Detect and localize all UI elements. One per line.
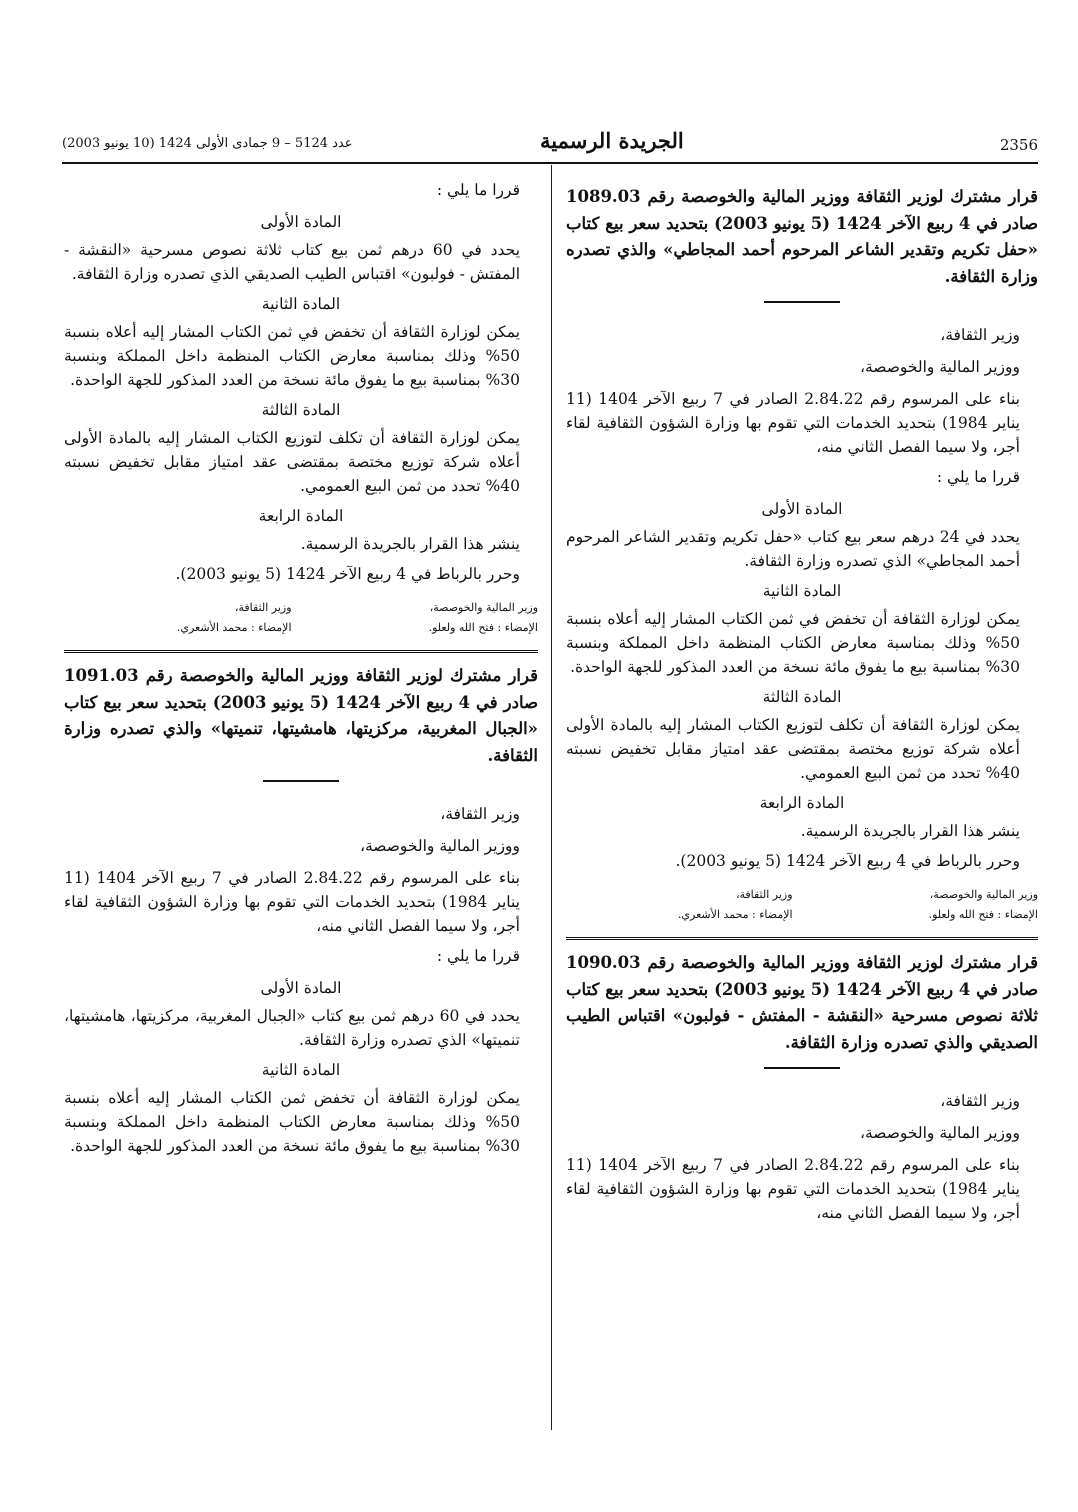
title-rule [764,301,840,303]
section-separator [64,650,538,653]
signature-finance-title: وزير المالية والخوصصة، [929,888,1038,902]
decided-heading: قررا ما يلي : [936,467,1020,486]
signature-finance-title: وزير المالية والخوصصة، [429,601,538,615]
decision-title-1090: قرار مشترك لوزير الثقافة ووزير المالية والخوصصة رقم 1090.03 صادر في 4 ربيع الآخر 1424 (5 يونيو 2003) بتحديد سعر بيع كتاب ثلاثة نصوص مسرحية «النقشة - المفتش - فولبون» اقتباس الطيب الصديقي والذي تصدره وزارة الثقافة. [566,952,1039,1052]
minister-finance: ووزير المالية والخوصصة، [359,836,520,855]
article-1-title: المادة الأولى [761,499,843,518]
preamble: بناء على المرسوم رقم 2.84.22 الصادر في 7 ربيع الآخر 1404 (11 يناير 1984) بتحديد الخدمات التي تقوم بها وزارة الشؤون الثقافية لقاء أجر، ولا سيما الفصل الثاني منه، [566,389,1020,456]
article-4-text: ينشر هذا القرار بالجريدة الرسمية. [800,822,1020,841]
article-2-text: يمكن لوزارة الثقافة أن تخفض في ثمن الكتاب المشار إليه أعلاه بنسبة 50% وذلك بمناسبة معارض الكتاب المنظمة داخل المملكة وبنسبة 30% بمناسبة بيع ما يفوق مائة نسخة من العدد المذكور للجهة الواحدة. [64,323,520,390]
page-header [62,128,1038,164]
minister-culture: وزير الثقافة، [940,325,1020,344]
title-rule [764,1067,840,1069]
article-3-text: يمكن لوزارة الثقافة أن تكلف لتوزيع الكتاب المشار إليه بالمادة الأولى أعلاه شركة توزيع مختصة بمقتضى عقد امتياز مقابل تخفيض نسبته 40% تحدد من ثمن البيع العمومي. [64,429,520,496]
article-1-text: يحدد في 60 درهم ثمن بيع كتاب «الجبال المغربية، مركزيتها، هامشيتها، تنميتها» الذي تصدره وزارة الثقافة. [64,1006,520,1049]
preamble: بناء على المرسوم رقم 2.84.22 الصادر في 7 ربيع الآخر 1404 (11 يناير 1984) بتحديد الخدمات التي تقوم بها وزارة الشؤون الثقافية لقاء أجر، ولا سيما الفصل الثاني منه، [64,868,520,935]
article-1-title: المادة الأولى [260,213,342,232]
minister-culture: وزير الثقافة، [440,804,520,823]
signature-finance-name: الإمضاء : فتح الله ولعلو. [928,907,1038,921]
title-rule [263,780,339,782]
article-4-title: المادة الرابعة [258,507,344,526]
article-2-title: المادة الثانية [261,1060,341,1079]
article-3-text: يمكن لوزارة الثقافة أن تكلف لتوزيع الكتاب المشار إليه بالمادة الأولى أعلاه شركة توزيع مختصة بمقتضى عقد امتياز مقابل تخفيض نسبته 40% تحدد من ثمن البيع العمومي. [566,716,1020,783]
article-3-title: المادة الثالثة [762,688,842,707]
decided-heading: قررا ما يلي : [436,946,520,965]
signatures [64,598,538,638]
signature-culture-title: وزير الثقافة، [234,601,292,615]
minister-finance: ووزير المالية والخوصصة، [859,357,1020,376]
article-2-title: المادة الثانية [762,582,842,601]
decision-title-1089: قرار مشترك لوزير الثقافة ووزير المالية والخوصصة رقم 1089.03 صادر في 4 ربيع الآخر 1424 (5 يونيو 2003) بتحديد سعر بيع كتاب «حفل تكريم وتقدير الشاعر المرحوم أحمد المجاطي» والذي تصدره وزارة الثقافة. [566,187,1039,287]
decision-title-1091: قرار مشترك لوزير الثقافة ووزير المالية والخوصصة رقم 1091.03 صادر في 4 ربيع الآخر 1424 (5 يونيو 2003) بتحديد سعر بيع كتاب «الجبال المغربية، مركزيتها، هامشيتها، تنميتها» والذي تصدره وزارة الثقافة. [64,665,539,765]
article-1-title: المادة الأولى [260,978,342,997]
signatures [566,885,1038,925]
signature-culture [566,885,793,925]
left-column [64,178,538,1164]
issue-info: عدد 5124 – 9 جمادى الأولى 1424 (10 يونيو 2003) [62,136,353,151]
preamble: بناء على المرسوم رقم 2.84.22 الصادر في 7 ربيع الآخر 1404 (11 يناير 1984) بتحديد الخدمات التي تقوم بها وزارة الشؤون الثقافية لقاء أجر، ولا سيما الفصل الثاني منه، [566,1155,1020,1222]
signature-finance-name: الإمضاء : فتح الله ولعلو. [428,621,538,635]
decided-heading: قررا ما يلي : [436,181,520,199]
signature-finance [310,598,538,638]
article-4-title: المادة الرابعة [759,794,845,813]
article-2-title: المادة الثانية [261,295,341,314]
article-2-text: يمكن لوزارة الثقافة أن تخفض في ثمن الكتاب المشار إليه أعلاه بنسبة 50% وذلك بمناسبة معارض الكتاب المنظمة داخل المملكة وبنسبة 30% بمناسبة بيع ما يفوق مائة نسخة من العدد المذكور للجهة الواحدة. [566,610,1020,677]
right-column [566,178,1038,1231]
signature-finance [811,885,1038,925]
article-1-text: يحدد في 60 درهم ثمن بيع كتاب ثلاثة نصوص مسرحية «النقشة - المفتش - فولبون» اقتباس الطيب الصديقي الذي تصدره وزارة الثقافة. [64,241,521,284]
done-at: وحرر بالرباط في 4 ربيع الآخر 1424 (5 يونيو 2003). [175,565,520,584]
signature-culture-name: الإمضاء : محمد الأشعري. [176,621,292,635]
journal-title: الجريدة الرسمية [540,128,684,153]
minister-finance: ووزير المالية والخوصصة، [859,1123,1020,1142]
page-number: 2356 [999,136,1038,154]
column-divider [551,165,552,1430]
section-separator [566,937,1038,940]
minister-culture: وزير الثقافة، [940,1091,1020,1110]
article-3-title: المادة الثالثة [261,401,341,420]
signature-culture [64,598,292,638]
signature-culture-name: الإمضاء : محمد الأشعري. [677,907,793,921]
signature-culture-title: وزير الثقافة، [735,888,793,902]
done-at: وحرر بالرباط في 4 ربيع الآخر 1424 (5 يونيو 2003). [675,852,1020,871]
article-2-text: يمكن لوزارة الثقافة أن تخفض ثمن الكتاب المشار إليه أعلاه بنسبة 50% وذلك بمناسبة معارض الكتاب المنظمة داخل المملكة وبنسبة 30% بمناسبة بيع ما يفوق مائة نسخة من العدد المذكور للجهة الواحدة. [64,1088,520,1155]
article-1-text: يحدد في 24 درهم سعر بيع كتاب «حفل تكريم وتقدير الشاعر المرحوم أحمد المجاطي» الذي تصدره وزارة الثقافة. [566,527,1020,570]
article-4-text: ينشر هذا القرار بالجريدة الرسمية. [300,535,520,554]
